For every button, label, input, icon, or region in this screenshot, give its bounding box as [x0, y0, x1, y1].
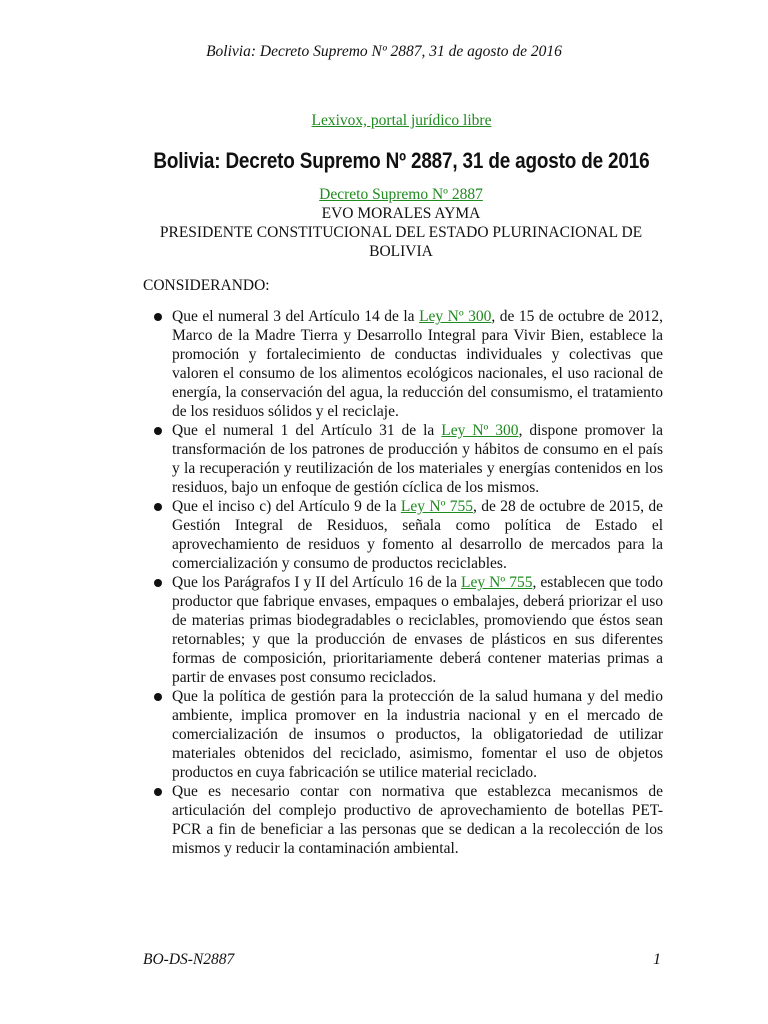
law-link[interactable]: Ley Nº 755 [461, 574, 533, 591]
list-item: Que el inciso c) del Artículo 9 de la Ley Nº 755, de 28 de octubre de 2015, de Gestión Integral de Residuos, señala como política de Estado el aprovechamiento de residuos y fomento al desarrollo de mercados para la comercialización y consumo de productos reciclables. [143, 497, 663, 573]
portal-link[interactable]: Lexivox, portal jurídico libre [311, 112, 492, 129]
decree-heading [143, 185, 659, 261]
bullet-icon [154, 579, 162, 587]
list-item: Que los Parágrafos I y II del Artículo 16 de la Ley Nº 755, establecen que todo productor que fabrique envases, empaques o embalajes, deberá priorizar el uso de materias primas biodegradables o reciclables, promoviendo que éstos sean retornables; y que la producción de envases de plásticos en sus diferentes formas de composición, prioritariamente deberá contener materias primas a partir de envases post consumo reciclados. [143, 573, 663, 687]
considerando-list [143, 307, 663, 858]
bullet-icon [154, 788, 162, 796]
law-link[interactable]: Ley Nº 300 [441, 422, 519, 439]
bullet-icon [154, 427, 162, 435]
footer-doc-code: BO-DS-N2887 [143, 951, 235, 968]
list-item: Que el numeral 3 del Artículo 14 de la Ley Nº 300, de 15 de octubre de 2012, Marco de la Madre Tierra y Desarrollo Integral para Vivir Bien, establece la promoción y fortalecimiento de conductas individuales y colectivas que valoren el consumo de los alimentos ecológicos nacionales, el uso racional de energía, la conservación del agua, la reducción del consumismo, el tratamiento de los residuos sólidos y el reciclaje. [143, 307, 663, 421]
decree-number-link[interactable]: Decreto Supremo Nº 2887 [319, 186, 483, 203]
list-item: Que la política de gestión para la protección de la salud humana y del medio ambiente, implica promover en la industria nacional y en el mercado de comercialización de insumos o productos, la obligatoriedad de utilizar materiales obtenidos del reciclado, asimismo, fomentar el uso de objetos productos en cuya fabricación se utilice material reciclado. [143, 687, 663, 782]
list-item: Que el numeral 1 del Artículo 31 de la Ley Nº 300, dispone promover la transformación de los patrones de producción y hábitos de consumo en el país y la recuperación y reutilización de los materiales y energías contenidos en los residuos, bajo un enfoque de gestión cíclica de los mismos. [143, 421, 663, 497]
bullet-icon [154, 503, 162, 511]
bullet-icon [154, 313, 162, 321]
page-number: 1 [653, 951, 661, 968]
president-name: EVO MORALES AYMA [321, 205, 481, 222]
considerando-heading: CONSIDERANDO: [143, 277, 270, 294]
law-link[interactable]: Ley Nº 300 [419, 308, 492, 325]
president-office: PRESIDENTE CONSTITUCIONAL DEL ESTADO PLURINACIONAL DE BOLIVIA [159, 224, 643, 260]
running-header: Bolivia: Decreto Supremo Nº 2887, 31 de agosto de 2016 [206, 43, 562, 60]
list-item: Que es necesario contar con normativa que establezca mecanismos de articulación del complejo productivo de aprovechamiento de botellas PET-PCR a fin de beneficiar a las personas que se dedican a la recolección de los mismos y reducir la contaminación ambiental. [143, 782, 663, 858]
bullet-icon [154, 693, 162, 701]
law-link[interactable]: Ley Nº 755 [400, 498, 474, 515]
document-title: Bolivia: Decreto Supremo Nº 2887, 31 de agosto de 2016 [153, 148, 650, 173]
